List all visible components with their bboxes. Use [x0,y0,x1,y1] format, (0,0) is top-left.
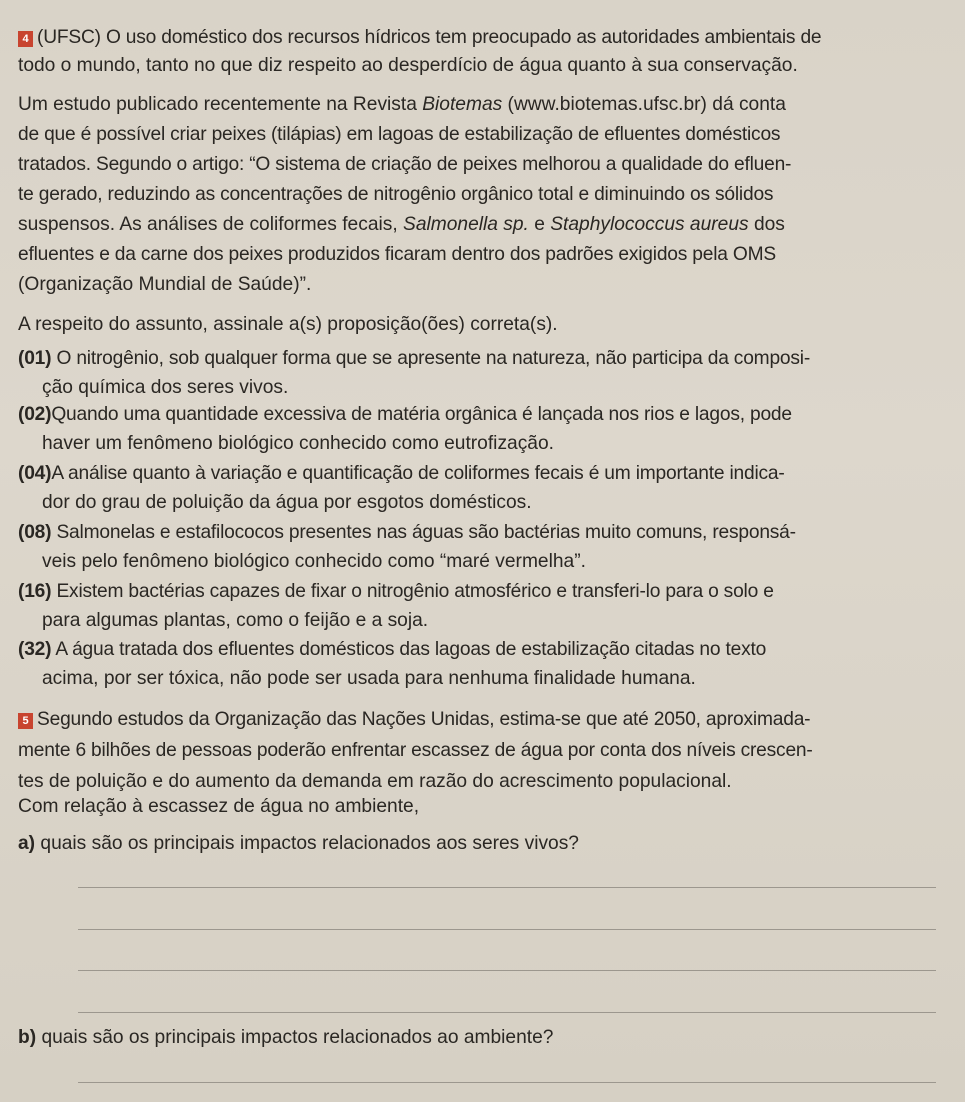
question-5-context: Com relação à escassez de água no ambiente, [18,796,420,817]
answer-line-a-2[interactable] [78,929,936,930]
option-code: (04) [18,463,52,484]
option-04: (04)A análise quanto à variação e quantificação de coliformes fecais é um importante indica- dor do grau de poluição da água por esgotos domésticos. [18,463,785,513]
item-b-label: b) [18,1027,37,1048]
study-line-6: efluentes e da carne dos peixes produzidos ficaram dentro dos padrões exigidos pela OMS [18,244,777,265]
answer-line-b-1[interactable] [78,1082,936,1083]
question-5a: a) quais são os principais impactos relacionados aos seres vivos? [18,833,579,854]
q4-line-1: 4 (UFSC) O uso doméstico dos recursos hídricos tem preocupado as autoridades ambientais de [18,26,910,49]
study-line-3: tratados. Segundo o artigo: “O sistema de criação de peixes melhorou a qualidade do efluen- [18,154,792,175]
answer-line-a-3[interactable] [78,970,936,971]
study-line-4: te gerado, reduzindo as concentrações de nitrogênio orgânico total e diminuindo os sólidos [18,184,774,205]
option-01: (01) O nitrogênio, sob qualquer forma que se apresente na natureza, não participa da composi- ção química dos seres vivos. [18,348,811,398]
staphylococcus-term: Staphylococcus aureus [550,214,749,235]
question-5-badge: 5 [18,713,33,729]
answer-line-a-4[interactable] [78,1012,936,1013]
item-a-label: a) [18,833,36,854]
option-code: (02) [18,404,52,425]
question-4-prompt: A respeito do assunto, assinale a(s) proposição(ões) correta(s). [18,314,558,335]
option-code: (16) [18,581,52,602]
option-code: (32) [18,639,52,660]
study-line-1: Um estudo publicado recentemente na Revista Biotemas (www.biotemas.ufsc.br) dá conta [18,94,786,115]
study-line-5: suspensos. As análises de coliformes fecais, Salmonella sp. e Staphylococcus aureus dos [18,214,785,235]
salmonella-term: Salmonella sp. [403,214,529,235]
option-16: (16) Existem bactérias capazes de fixar o nitrogênio atmosférico e transferi-lo para o solo e para algumas plantas, como o feijão e a soja. [18,581,774,631]
question-5-text [18,708,910,793]
option-code: (01) [18,348,52,369]
question-4-study-text [18,93,910,296]
q5-line-1: 5 Segundo estudos da Organização das Nações Unidas, estima-se que até 2050, aproximada- [18,708,910,731]
option-08: (08) Salmonelas e estafilococos presentes nas águas são bactérias muito comuns, responsá- veis pelo fenômeno biológico conhecido como “maré vermelha”. [18,522,796,572]
q4-line-2: todo o mundo, tanto no que diz respeito ao desperdício de água quanto à sua conservação. [18,55,798,76]
answer-line-a-1[interactable] [78,887,936,888]
option-32: (32) A água tratada dos efluentes domésticos das lagoas de estabilização citadas no texto acima, por ser tóxica, não pode ser usada para nenhuma finalidade humana. [18,639,767,689]
q5-line-3: tes de poluição e do aumento da demanda em razão do acrescimento populacional. [18,771,732,792]
question-4-intro [18,26,910,77]
journal-name: Biotemas [422,94,503,115]
question-4-badge: 4 [18,31,33,47]
option-code: (08) [18,522,52,543]
option-02: (02)Quando uma quantidade excessiva de matéria orgânica é lançada nos rios e lagos, pode haver um fenômeno biológico conhecido como eutrofização. [18,404,792,454]
q5-line-2: mente 6 bilhões de pessoas poderão enfrentar escassez de água por conta dos níveis crescen- [18,740,813,761]
study-line-7: (Organização Mundial de Saúde)”. [18,274,312,295]
study-line-2: de que é possível criar peixes (tilápias) em lagoas de estabilização de efluentes domésticos [18,124,781,145]
question-5b: b) quais são os principais impactos relacionados ao ambiente? [18,1027,554,1048]
